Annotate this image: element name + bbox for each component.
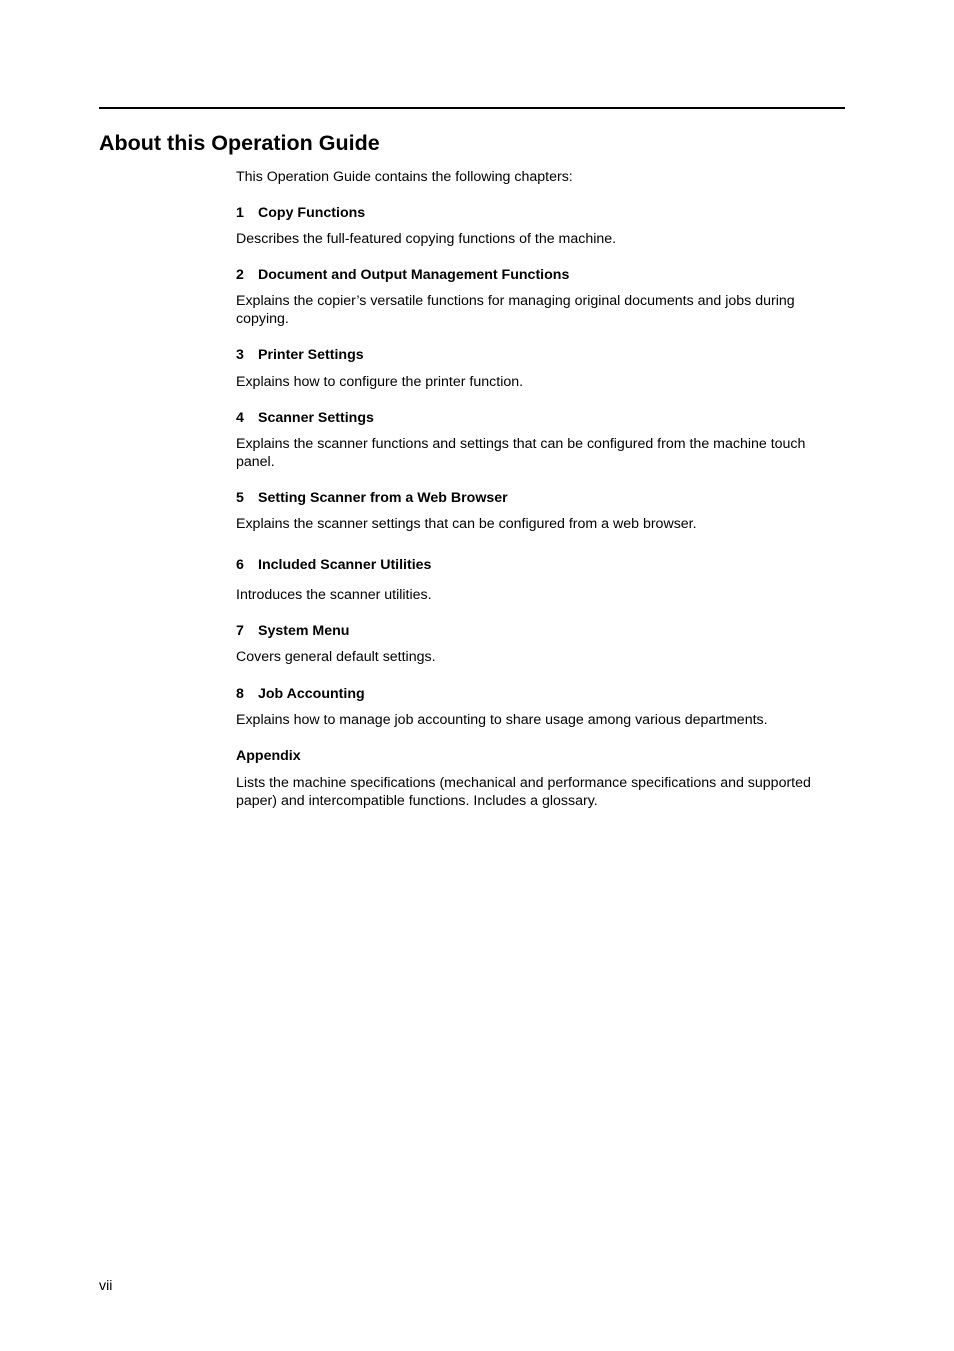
chapter-description: Describes the full-featured copying functions of the machine. — [236, 231, 617, 247]
chapter-title: Copy Functions — [258, 205, 366, 221]
chapter-description: Covers general default settings. — [236, 649, 436, 665]
chapter-description: Explains how to configure the printer function. — [236, 374, 524, 390]
appendix-description: Lists the machine specifications (mechanical and performance specifications and supported paper) and intercompatible functions. Includes a glossary. — [236, 775, 811, 809]
chapter-description: Explains the scanner settings that can be configured from a web browser. — [236, 516, 697, 532]
chapter-8 — [236, 685, 826, 728]
chapter-heading — [236, 489, 826, 507]
chapter-number: 8 — [236, 686, 244, 702]
chapter-title: Document and Output Management Functions — [258, 267, 570, 283]
chapter-number: 5 — [236, 490, 244, 506]
chapter-heading — [236, 346, 826, 364]
chapter-description: Introduces the scanner utilities. — [236, 587, 432, 603]
page-number: vii — [99, 1278, 113, 1294]
chapter-4 — [236, 409, 826, 470]
chapter-number: 4 — [236, 410, 244, 426]
chapter-description: Explains the scanner functions and settings that can be configured from the machine touch panel. — [236, 436, 806, 470]
chapter-description: Explains the copier’s versatile functions for managing original documents and jobs during copying. — [236, 293, 795, 327]
chapter-number: 2 — [236, 267, 244, 283]
appendix-heading: Appendix — [236, 748, 301, 764]
chapter-title: Scanner Settings — [258, 410, 374, 426]
chapter-3 — [236, 346, 826, 390]
top-rule — [99, 107, 845, 109]
chapter-heading — [236, 556, 826, 574]
chapter-6 — [236, 556, 826, 603]
chapter-number: 1 — [236, 205, 244, 221]
chapter-heading — [236, 685, 826, 703]
chapter-title: Setting Scanner from a Web Browser — [258, 490, 508, 506]
chapter-title: System Menu — [258, 623, 350, 639]
chapter-title: Job Accounting — [258, 686, 365, 702]
chapter-5 — [236, 489, 826, 532]
chapter-number: 7 — [236, 623, 244, 639]
chapter-1 — [236, 204, 826, 247]
chapter-number: 3 — [236, 347, 244, 363]
chapter-number: 6 — [236, 557, 244, 573]
page-title: About this Operation Guide — [99, 131, 380, 155]
chapter-heading — [236, 204, 826, 222]
chapter-7 — [236, 622, 826, 665]
intro-text: This Operation Guide contains the following chapters: — [236, 169, 573, 185]
chapter-description: Explains how to manage job accounting to share usage among various departments. — [236, 712, 768, 728]
appendix-section — [236, 747, 826, 809]
chapter-title: Printer Settings — [258, 347, 364, 363]
chapter-title: Included Scanner Utilities — [258, 557, 432, 573]
chapter-heading — [236, 266, 826, 284]
chapter-heading — [236, 409, 826, 427]
chapter-heading — [236, 622, 826, 640]
chapter-2 — [236, 266, 826, 327]
